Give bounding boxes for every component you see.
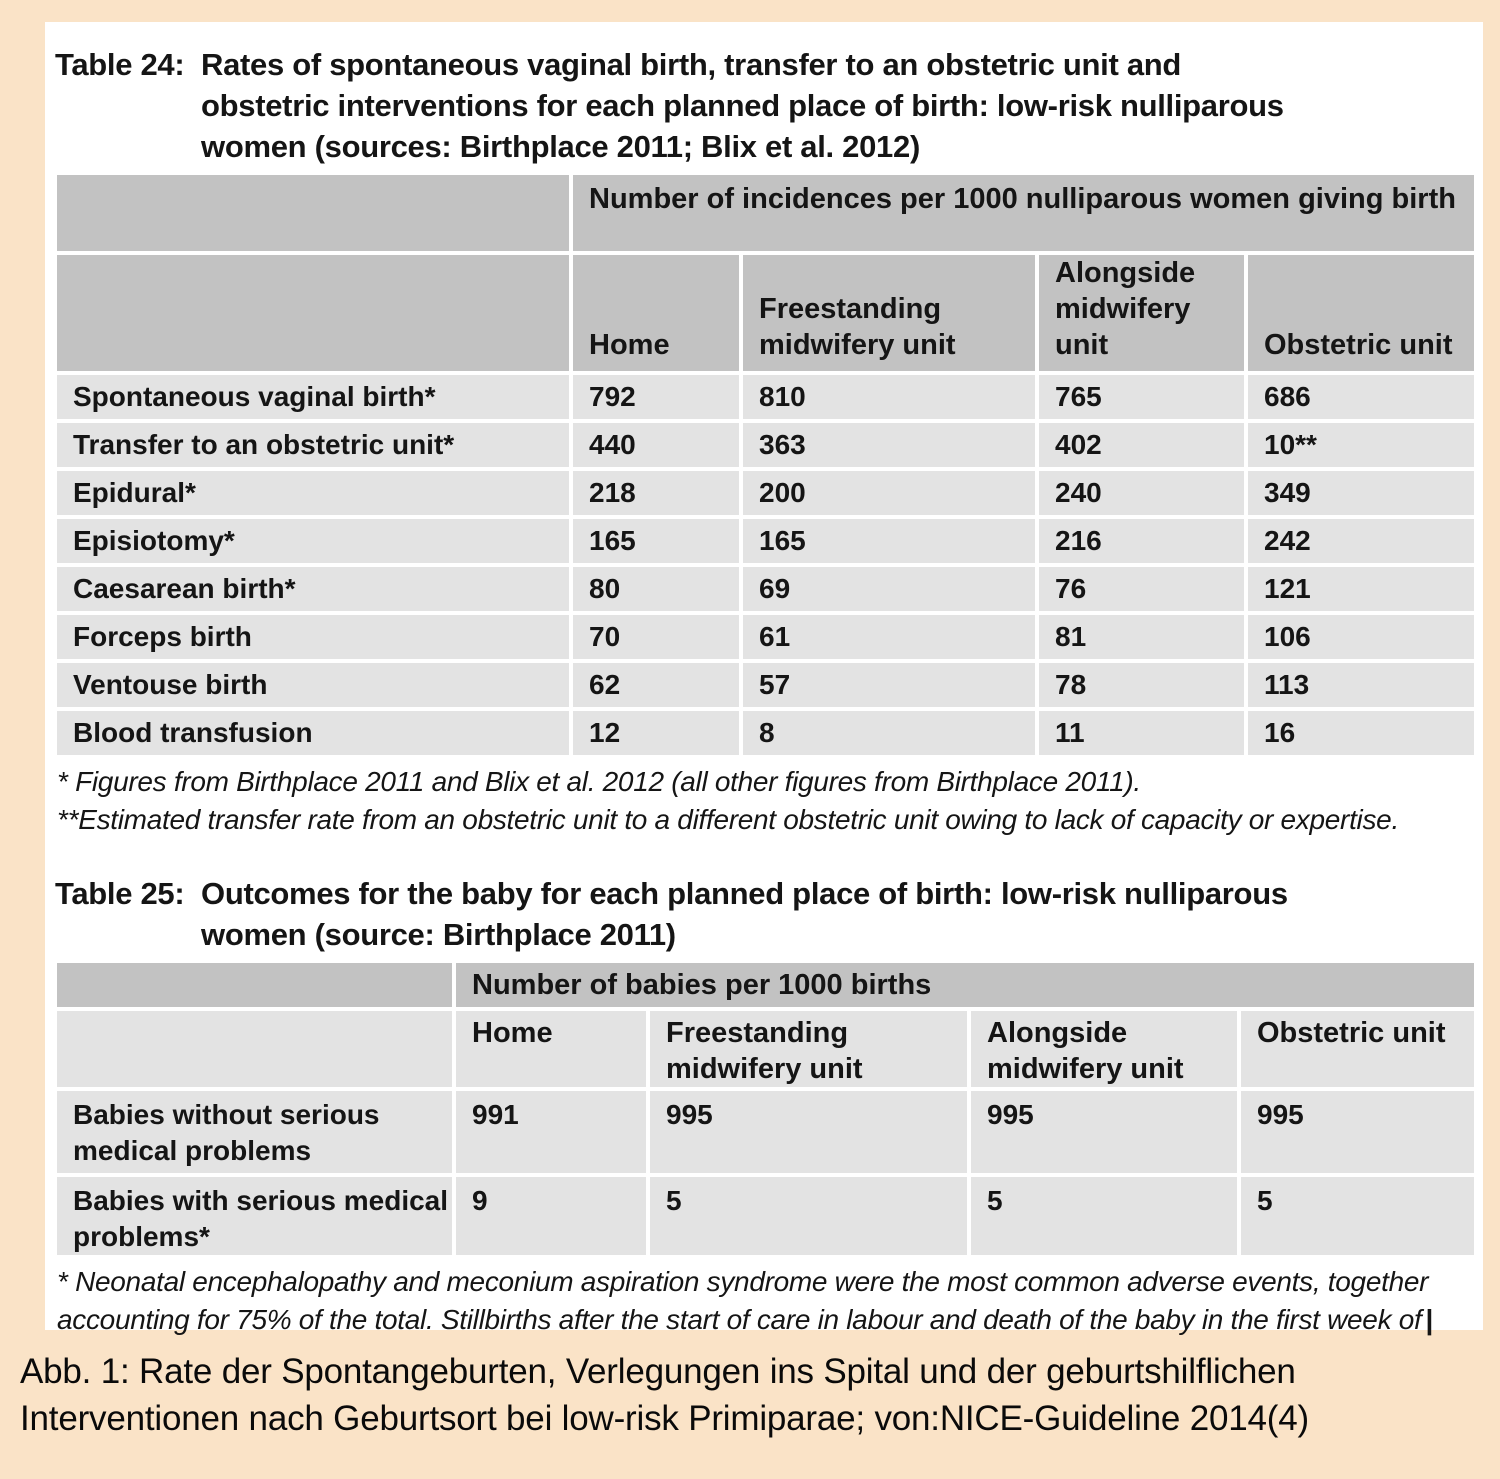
caption-line: Abb. 1: Rate der Spontangeburten, Verlegungen ins Spital und der geburtshilflichen — [20, 1352, 1296, 1391]
column-header-cell: Home — [573, 255, 739, 371]
value-cell: 165 — [743, 519, 1035, 563]
table24-title-line: obstetric interventions for each planned place of birth: low-risk nulliparous — [201, 88, 1284, 123]
table24-corner-cell — [57, 175, 569, 251]
value-cell: 218 — [573, 471, 739, 515]
value-cell: 80 — [573, 567, 739, 611]
column-header-cell: Alongside midwifery unit — [1039, 255, 1244, 371]
table25-title-line: Outcomes for the baby for each planned place of birth: low-risk nulliparous — [201, 876, 1288, 911]
figure-caption — [20, 1348, 1309, 1442]
value-cell: 57 — [743, 663, 1035, 707]
table-row — [57, 375, 1474, 419]
value-cell: 8 — [743, 711, 1035, 755]
table24-column-header-row — [57, 255, 1474, 371]
value-cell: 113 — [1248, 663, 1474, 707]
value-cell: 11 — [1039, 711, 1244, 755]
value-cell: 216 — [1039, 519, 1244, 563]
table24-group-header-row — [57, 175, 1474, 251]
table25-title — [55, 873, 1477, 955]
caption-line: Interventionen nach Geburtsort bei low-risk Primiparae; von:NICE-Guideline 2014(4) — [20, 1399, 1309, 1438]
value-cell: 349 — [1248, 471, 1474, 515]
value-cell: 12 — [573, 711, 739, 755]
table-row — [57, 615, 1474, 659]
column-header-cell: Obstetric unit — [1241, 1011, 1474, 1087]
value-cell: 121 — [1248, 567, 1474, 611]
value-cell: 363 — [743, 423, 1035, 467]
value-cell: 402 — [1039, 423, 1244, 467]
table25-corner-cell — [57, 1011, 452, 1087]
table24-footnote-1: * Figures from Birthplace 2011 and Blix et al. 2012 (all other figures from Birthplace 2011). — [57, 766, 1141, 797]
table-row — [57, 519, 1474, 563]
table24-title-text — [201, 44, 1477, 167]
row-label-cell: Forceps birth — [57, 615, 569, 659]
table24-title-label: Table 24: — [55, 47, 185, 82]
table24 — [53, 171, 1478, 759]
table25-footnote-line: accounting for 75% of the total. Stillbirths after the start of care in labour and death of the baby in the first week of | — [57, 1304, 1434, 1335]
table25-title-label: Table 25: — [55, 876, 185, 911]
column-header-cell: Obstetric unit — [1248, 255, 1474, 371]
value-cell: 62 — [573, 663, 739, 707]
value-cell: 686 — [1248, 375, 1474, 419]
value-cell: 61 — [743, 615, 1035, 659]
table25-footnote-line: * Neonatal encephalopathy and meconium aspiration syndrome were the most common adverse events, together — [57, 1266, 1429, 1297]
value-cell: 70 — [573, 615, 739, 659]
row-label-cell: Epidural* — [57, 471, 569, 515]
value-cell: 69 — [743, 567, 1035, 611]
value-cell: 200 — [743, 471, 1035, 515]
value-cell: 5 — [971, 1177, 1237, 1255]
table-row — [57, 1091, 1474, 1173]
row-label-cell: Caesarean birth* — [57, 567, 569, 611]
table-row — [57, 423, 1474, 467]
row-label-cell: Blood transfusion — [57, 711, 569, 755]
row-label-cell: Babies without serious medical problems — [57, 1091, 452, 1173]
value-cell: 440 — [573, 423, 739, 467]
value-cell: 78 — [1039, 663, 1244, 707]
table25-title-text — [201, 873, 1477, 955]
table24-footnote-2: **Estimated transfer rate from an obstetric unit to a different obstetric unit owing to lack of capacity or expertise. — [57, 804, 1399, 835]
column-header-cell: Freestanding midwifery unit — [650, 1011, 967, 1087]
table-row — [57, 711, 1474, 755]
value-cell: 995 — [1241, 1091, 1474, 1173]
value-cell: 240 — [1039, 471, 1244, 515]
value-cell: 81 — [1039, 615, 1244, 659]
value-cell: 810 — [743, 375, 1035, 419]
value-cell: 5 — [1241, 1177, 1474, 1255]
table24-footnotes — [53, 765, 1477, 837]
table24-title-line: women (sources: Birthplace 2011; Blix et al. 2012) — [201, 129, 920, 164]
table25-group-header-row — [57, 963, 1474, 1007]
row-label-cell: Spontaneous vaginal birth* — [57, 375, 569, 419]
column-header-cell: Freestanding midwifery unit — [743, 255, 1035, 371]
row-label-cell: Ventouse birth — [57, 663, 569, 707]
value-cell: 792 — [573, 375, 739, 419]
figure-panel — [45, 22, 1483, 1335]
table24-group-header-cell: Number of incidences per 1000 nulliparous women giving birth — [573, 175, 1474, 251]
value-cell: 991 — [456, 1091, 646, 1173]
value-cell: 242 — [1248, 519, 1474, 563]
column-header-cell: Home — [456, 1011, 646, 1087]
table24-title — [55, 44, 1477, 167]
table-row — [57, 471, 1474, 515]
table25-corner-cell — [57, 963, 452, 1007]
value-cell: 165 — [573, 519, 739, 563]
value-cell: 995 — [650, 1091, 967, 1173]
value-cell: 76 — [1039, 567, 1244, 611]
table25-title-line: women (source: Birthplace 2011) — [201, 917, 676, 952]
value-cell: 9 — [456, 1177, 646, 1255]
text-cursor: | — [1425, 1304, 1434, 1335]
column-header-cell: Alongside midwifery unit — [971, 1011, 1237, 1087]
value-cell: 995 — [971, 1091, 1237, 1173]
value-cell: 16 — [1248, 711, 1474, 755]
table25-group-header-cell: Number of babies per 1000 births — [456, 963, 1474, 1007]
table25 — [53, 959, 1478, 1259]
value-cell: 765 — [1039, 375, 1244, 419]
table-row — [57, 567, 1474, 611]
row-label-cell: Transfer to an obstetric unit* — [57, 423, 569, 467]
table25-column-header-row — [57, 1011, 1474, 1087]
table24-corner-cell — [57, 255, 569, 371]
table-row — [57, 663, 1474, 707]
table24-title-line: Rates of spontaneous vaginal birth, transfer to an obstetric unit and — [201, 47, 1182, 82]
value-cell: 5 — [650, 1177, 967, 1255]
value-cell: 106 — [1248, 615, 1474, 659]
table25-footnote — [53, 1265, 1477, 1337]
row-label-cell: Episiotomy* — [57, 519, 569, 563]
row-label-cell: Babies with serious medical problems* — [57, 1177, 452, 1255]
value-cell: 10** — [1248, 423, 1474, 467]
table-row — [57, 1177, 1474, 1255]
